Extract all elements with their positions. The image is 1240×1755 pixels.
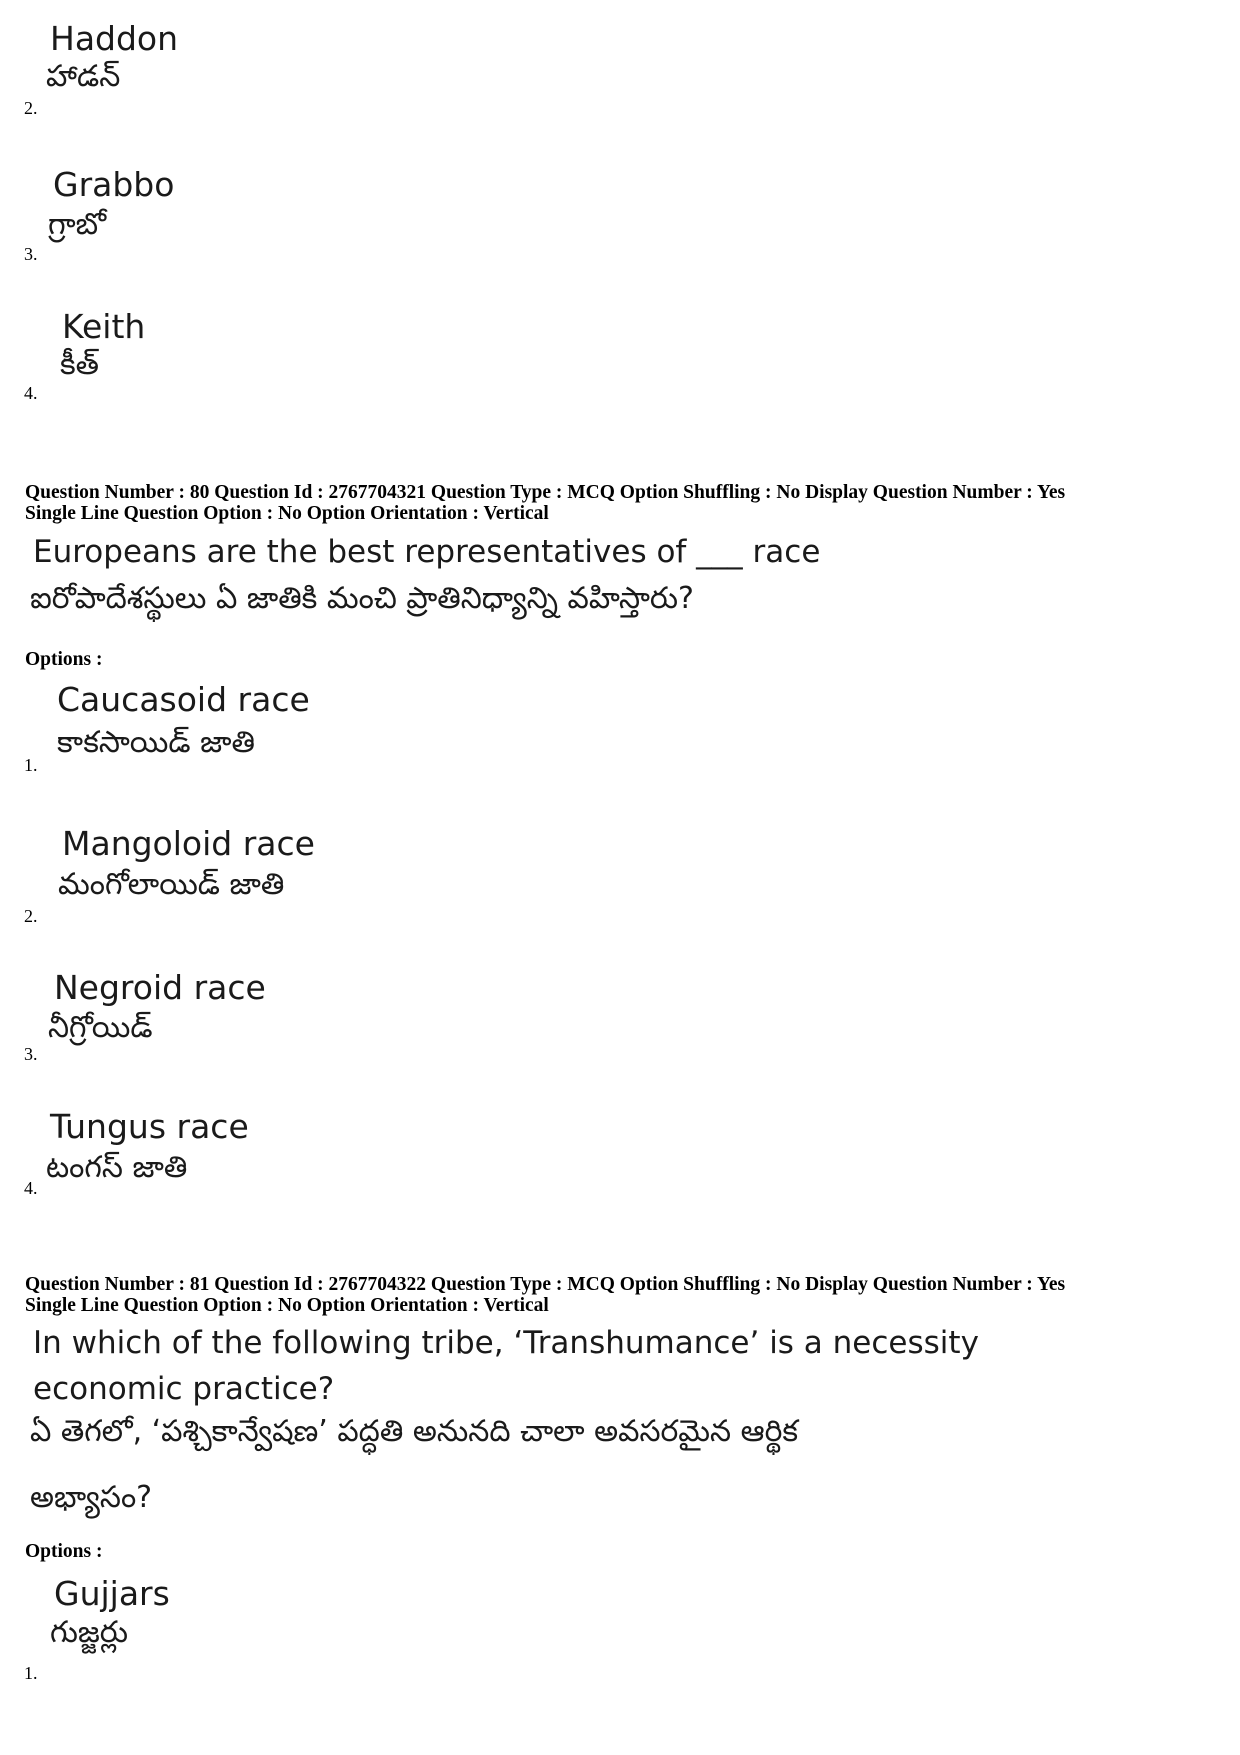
question-text-te-line2: అభ్యాసం? [30, 1480, 153, 1515]
option-number: 2. [24, 98, 38, 118]
option-number: 2. [24, 906, 38, 926]
question-meta-line2: Single Line Question Option : No Option Orientation : Vertical [25, 503, 549, 524]
option-text-te: గ్రాబో [48, 207, 107, 242]
option-text-en: Negroid race [54, 968, 266, 1007]
option-number: 4. [24, 383, 38, 403]
option-text-te: కీత్ [60, 347, 99, 382]
option-text-en: Caucasoid race [57, 680, 310, 719]
option-text-en: Gujjars [54, 1574, 170, 1613]
question-text-en: Europeans are the best representatives of ___ race [33, 534, 821, 570]
question-meta-line1: Question Number : 81 Question Id : 2767704322 Question Type : MCQ Option Shuffling : No Display Question Number : Yes [25, 1274, 1066, 1295]
question-text-te: ఐరోపాదేశస్థులు ఏ జాతికి మంచి ప్రాతినిధ్యాన్ని వహిస్తారు? [30, 581, 694, 616]
option-text-te: కాకసాయిడ్ జాతి [57, 725, 255, 760]
option-text-en: Haddon [50, 19, 179, 58]
option-number: 4. [24, 1178, 38, 1198]
option-text-en: Tungus race [50, 1107, 249, 1146]
option-text-te: గుజ్జర్లు [50, 1615, 128, 1650]
option-text-te: నీగ్రోయిడ్ [48, 1010, 153, 1045]
option-text-en: Grabbo [53, 165, 175, 204]
options-label: Options : [25, 1541, 103, 1562]
question-text-en-line2: economic practice? [33, 1371, 335, 1407]
options-label: Options : [25, 649, 103, 670]
option-text-te: మంగోలాయిడ్ జాతి [58, 867, 285, 902]
option-text-en: Keith [62, 307, 146, 346]
option-text-te: టంగస్ జాతి [46, 1150, 188, 1185]
question-text-te-line1: ఏ తెగలో, ‘పశ్చికాన్వేషణ’ పద్ధతి అనునది చాలా అవసరమైన ఆర్థిక [30, 1414, 799, 1449]
option-number: 3. [24, 244, 38, 264]
option-number: 3. [24, 1044, 38, 1064]
option-number: 1. [24, 755, 38, 775]
question-text-en-line1: In which of the following tribe, ‘Transhumance’ is a necessity [33, 1325, 979, 1361]
option-number: 1. [24, 1663, 38, 1683]
question-meta-line2: Single Line Question Option : No Option Orientation : Vertical [25, 1295, 549, 1316]
question-meta-line1: Question Number : 80 Question Id : 2767704321 Question Type : MCQ Option Shuffling : No Display Question Number : Yes [25, 482, 1066, 503]
option-text-en: Mangoloid race [62, 824, 315, 863]
option-text-te: హాడన్ [46, 59, 121, 94]
